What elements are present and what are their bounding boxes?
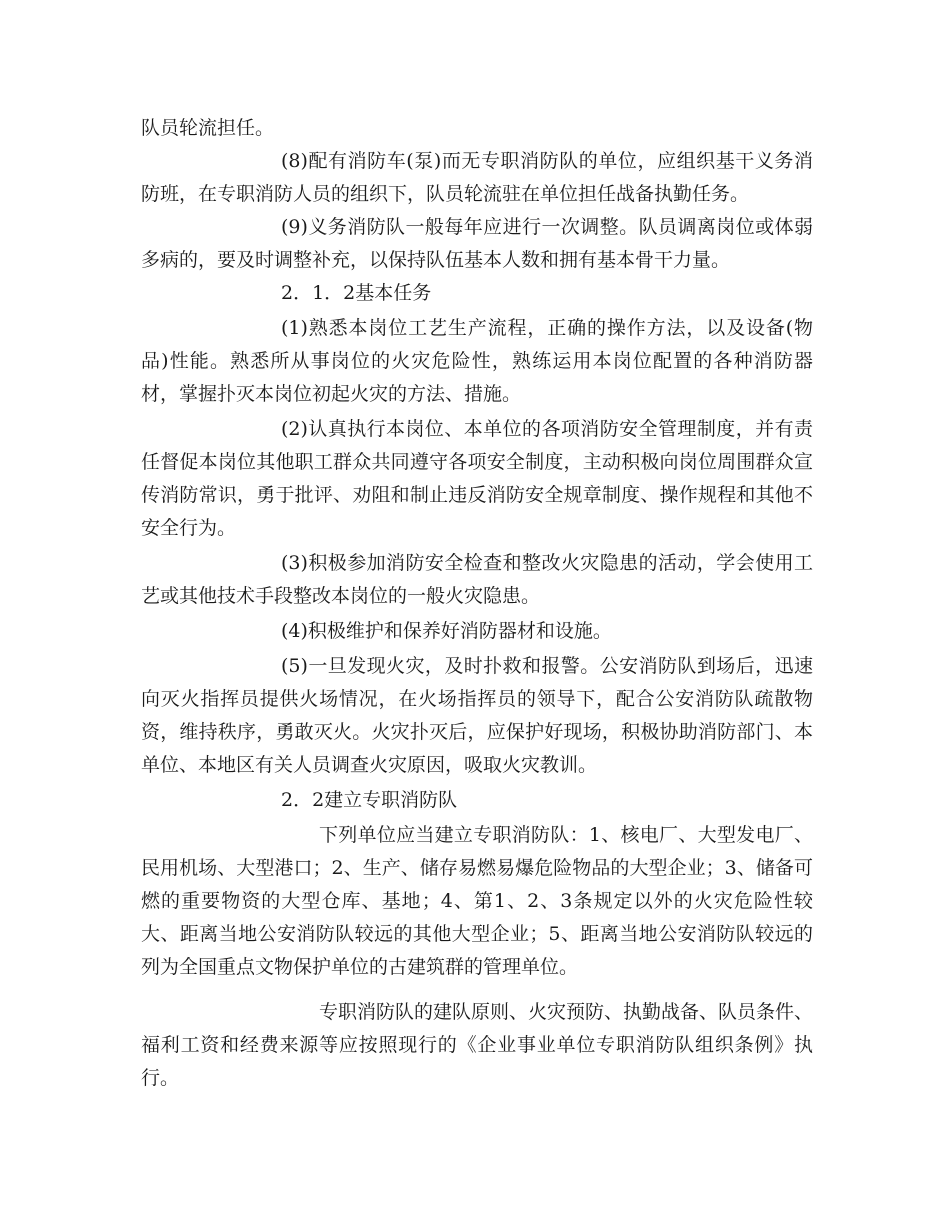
paragraph-item-9: (9)义务消防队一般每年应进行一次调整。队员调离岗位或体弱多病的，要及时调整补充，以保持队伍基本人数和拥有基本骨干力量。 [141,216,813,271]
paragraph-body-units: 下列单位应当建立专职消防队：1、核电厂、大型发电厂、民用机场、大型港口；2、生产、储存易燃易爆危险物品的大型企业；3、储备可燃的重要物资的大型仓库、基地；4、第1、2、3条规定以外的火灾危险性较大、距离当地公安消防队较远的其他大型企业；5、距离当地公安消防队较远的列为全国重点文物保护单位的古建筑群的管理单位。 [141,824,813,978]
paragraph-task-5: (5)一旦发现火灾，及时扑救和报警。公安消防队到场后，迅速向灭火指挥员提供火场情况，在火场指挥员的领导下，配合公安消防队疏散物资，维持秩序，勇敢灭火。火灾扑灭后，应保护好现场，积极协助消防部门、本单位、本地区有关人员调查火灾原因，吸取火灾教训。 [141,655,813,776]
paragraph-item-8: (8)配有消防车(泵)而无专职消防队的单位，应组织基干义务消防班，在专职消防人员的组织下，队员轮流驻在单位担任战备执勤任务。 [141,150,813,205]
document-body [141,112,813,1095]
paragraph-continuation: 队员轮流担任。 [141,117,275,139]
section-heading-2-1-2: 2．1．2基本任务 [281,282,432,304]
paragraph-body-principles: 专职消防队的建队原则、火灾预防、执勤战备、队员条件、福利工资和经费来源等应按照现行的《企业事业单位专职消防队组织条例》执行。 [141,1001,814,1089]
section-heading-2-2: 2．2建立专职消防队 [281,789,458,811]
paragraph-task-1: (1)熟悉本岗位工艺生产流程，正确的操作方法，以及设备(物品)性能。熟悉所从事岗位的火灾危险性，熟练运用本岗位配置的各种消防器材，掌握扑灭本岗位初起火灾的方法、措施。 [141,317,813,405]
paragraph-task-4: (4)积极维护和保养好消防器材和设施。 [281,620,612,642]
paragraph-task-3: (3)积极参加消防安全检查和整改火灾隐患的活动，学会使用工艺或其他技术手段整改本岗位的一般火灾隐患。 [141,552,813,607]
paragraph-task-2: (2)认真执行本岗位、本单位的各项消防安全管理制度，并有责任督促本岗位其他职工群众共同遵守各项安全制度，主动积极向岗位周围群众宣传消防常识，勇于批评、劝阻和制止违反消防安全规章制度、操作规程和其他不安全行为。 [141,418,813,539]
